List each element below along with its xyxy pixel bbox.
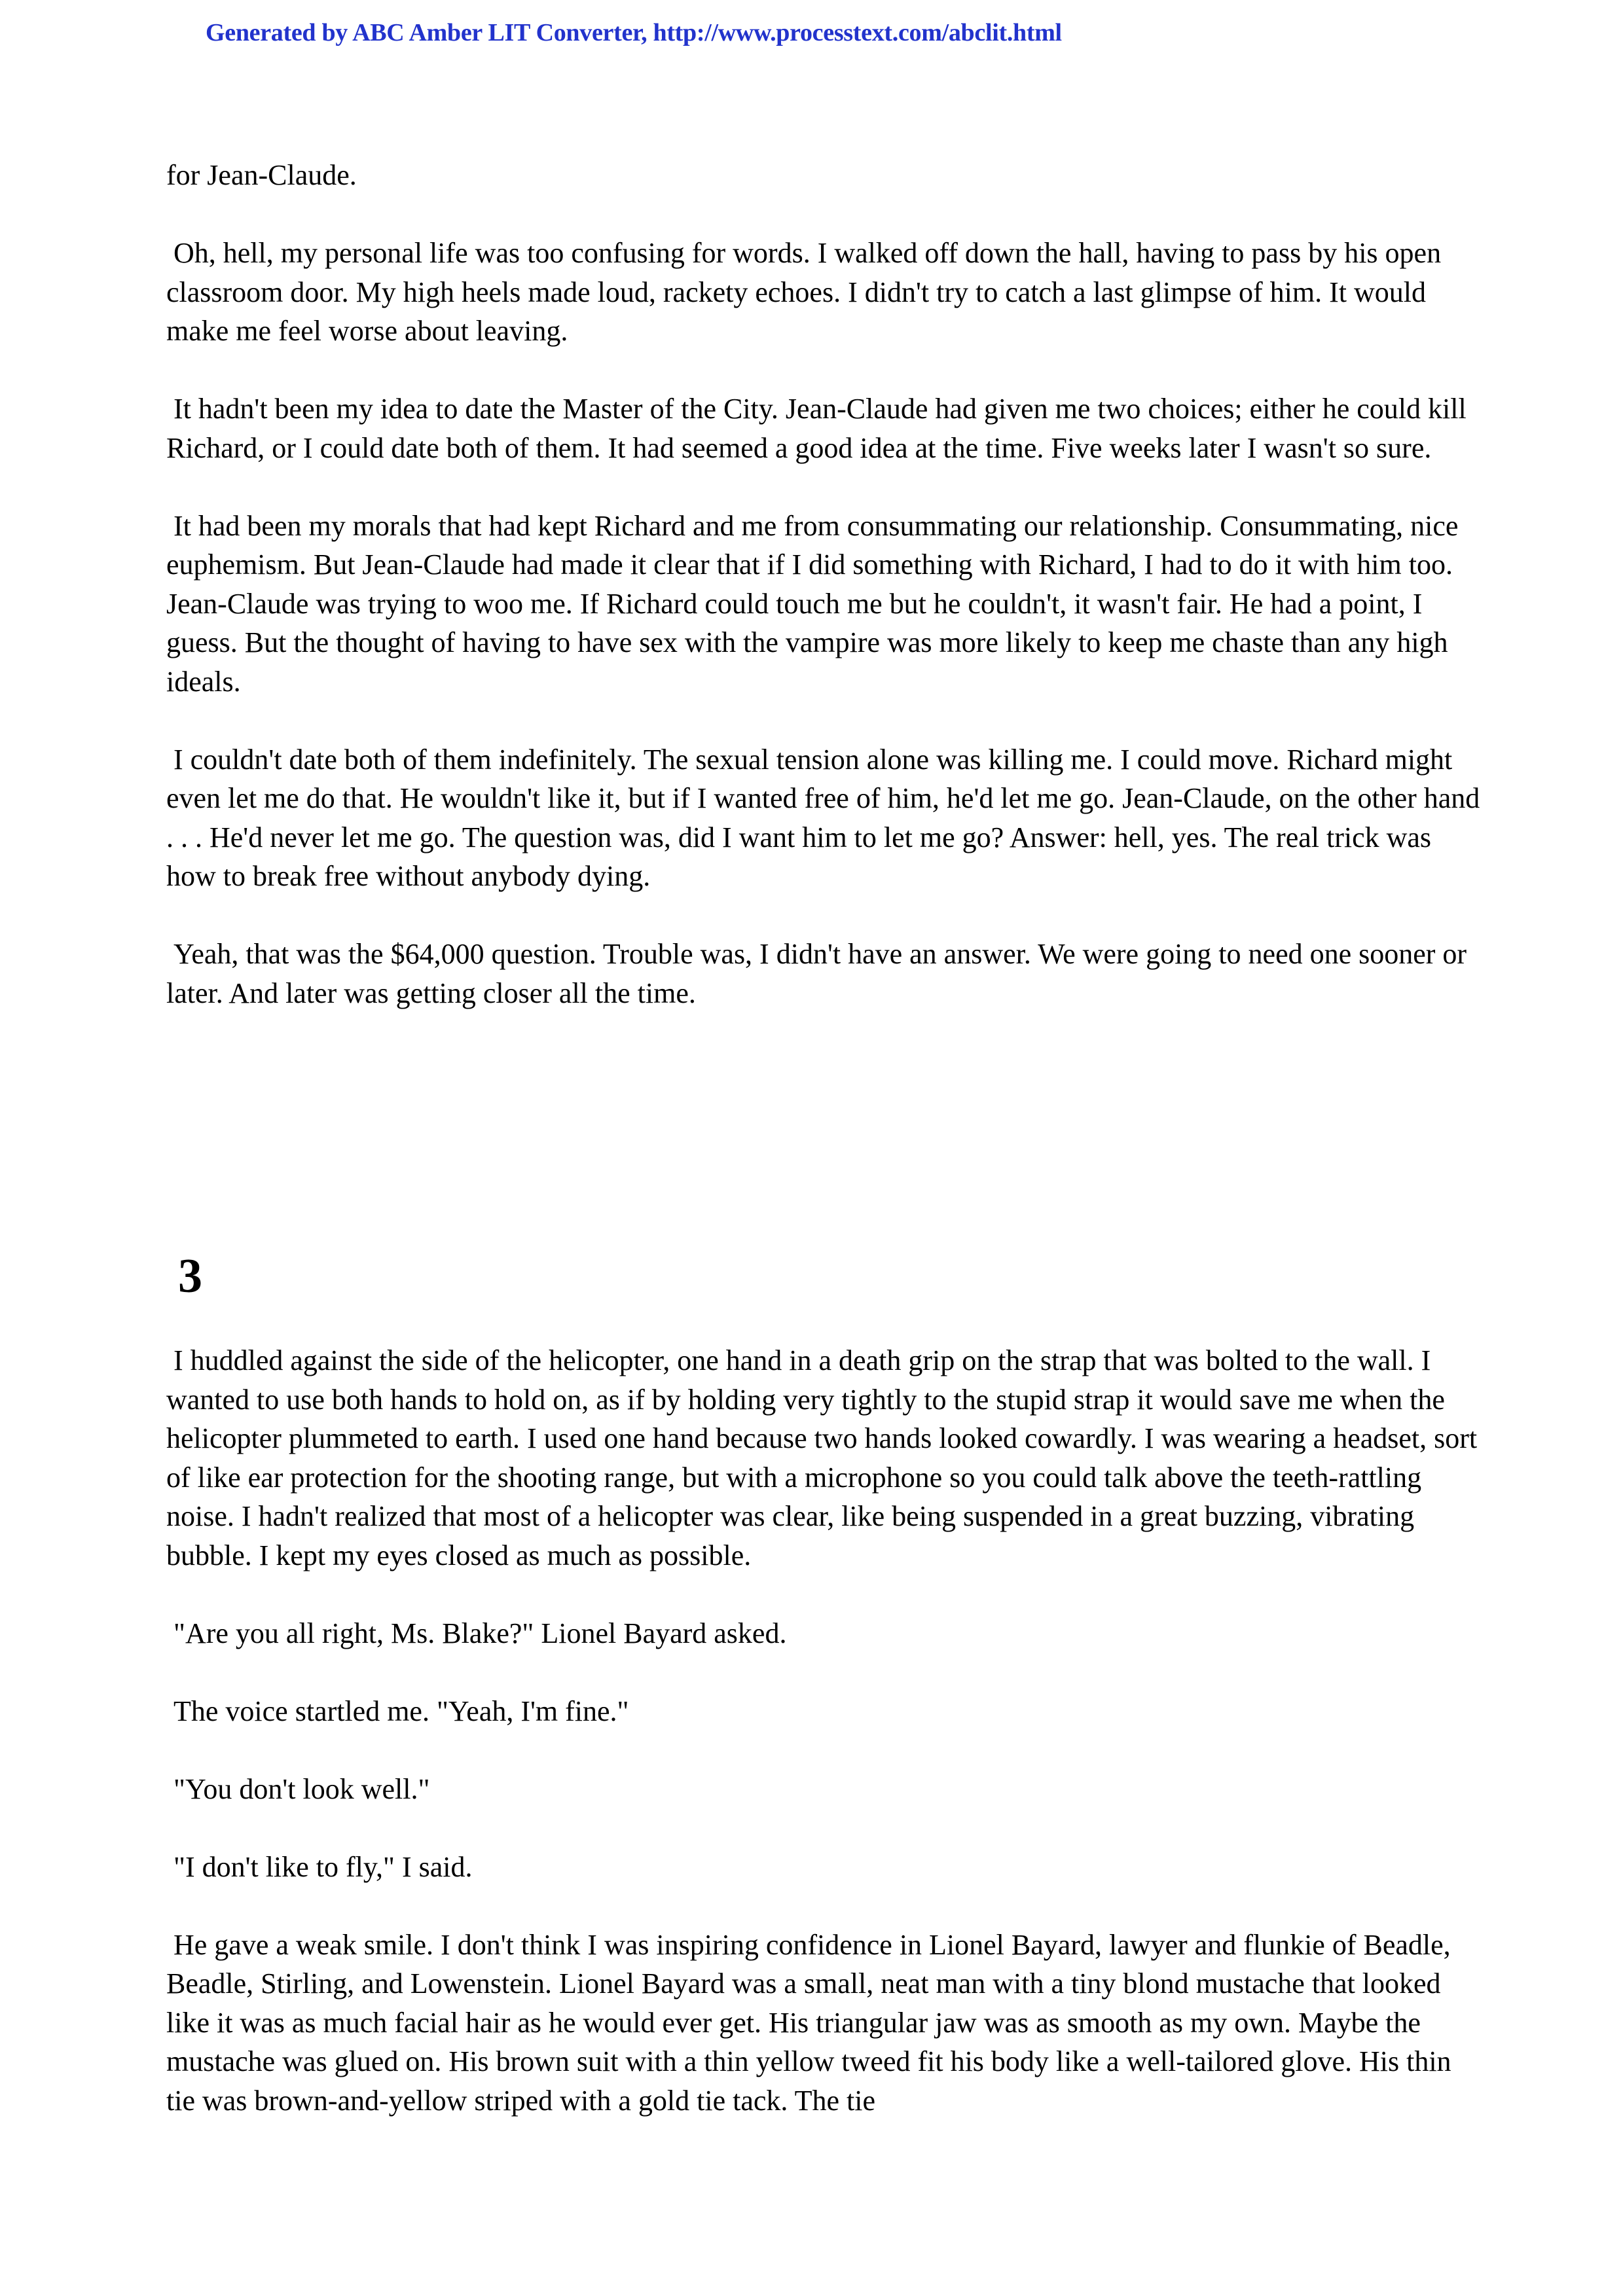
paragraph: "You don't look well." — [166, 1772, 430, 1805]
text-section-2 — [166, 1341, 1485, 2159]
paragraph: It hadn't been my idea to date the Master of the City. Jean-Claude had given me two choices; either he could kill Richard, or I could date both of them. It had seemed a good idea at the time. Five weeks later I wasn't so sure. — [166, 393, 1474, 464]
paragraph: "Are you all right, Ms. Blake?" Lionel Bayard asked. — [166, 1617, 787, 1649]
paragraph: for Jean-Claude. — [166, 159, 357, 191]
paragraph: Yeah, that was the $64,000 question. Trouble was, I didn't have an answer. We were going to need one sooner or later. And later was getting closer all the time. — [166, 938, 1474, 1009]
paragraph: It had been my morals that had kept Richard and me from consummating our relationship. Consummating, nice euphemism. But Jean-Claude had made it clear that if I did something with Richard, I had to do it with him too. Jean-Claude was trying to woo me. If Richard could touch me but he couldn't, it wasn't fair. He had a point, I guess. But the thought of having to have sex with the vampire was more likely to keep me chaste than any high ideals. — [166, 509, 1466, 698]
paragraph: He gave a weak smile. I don't think I was inspiring confidence in Lionel Bayard, lawyer and flunkie of Beadle, Beadle, Stirling, and Lowenstein. Lionel Bayard was a small, neat man with a tiny blond mustache that looked like it was as much facial hair as he would ever get. His triangular jaw was as smooth as my own. Maybe the mustache was glued on. His brown suit with a thin yellow tweed fit his body like a well-tailored glove. His thin tie was brown-and-yellow striped with a gold tie tack. The tie — [166, 1928, 1459, 2117]
paragraph: The voice startled me. "Yeah, I'm fine." — [166, 1695, 629, 1727]
text-section-1 — [166, 156, 1487, 1052]
paragraph: "I don't like to fly," I said. — [166, 1850, 473, 1883]
paragraph: Oh, hell, my personal life was too confusing for words. I walked off down the hall, having to pass by his open classroom door. My high heels made loud, rackety echoes. I didn't try to catch a last glimpse of him. It would make me feel worse about leaving. — [166, 237, 1449, 347]
paragraph: I couldn't date both of them indefinitely. The sexual tension alone was killing me. I could move. Richard might even let me do that. He wouldn't like it, but if I wanted free of him, he'd let me go. Jean-Claude, on the other hand . . . He'd never let me go. The question was, did I want him to let me go? Answer: hell, yes. The real trick was how to break free without anybody dying. — [166, 743, 1487, 892]
converter-header: Generated by ABC Amber LIT Converter, http://www.processtext.com/abclit.html — [206, 19, 1062, 46]
paragraph: I huddled against the side of the helicopter, one hand in a death grip on the strap that was bolted to the wall. I wanted to use both hands to hold on, as if by holding very tightly to the stupid strap it would save me when the helicopter plummeted to earth. I used one hand because two hands looked cowardly. I was wearing a headset, sort of like ear protection for the shooting range, but with a microphone so you could talk above the teeth-rattling noise. I hadn't realized that most of a helicopter was clear, like being suspended in a great buzzing, vibrating bubble. I kept my eyes closed as much as possible. — [166, 1344, 1485, 1571]
chapter-heading: 3 — [178, 1249, 202, 1303]
